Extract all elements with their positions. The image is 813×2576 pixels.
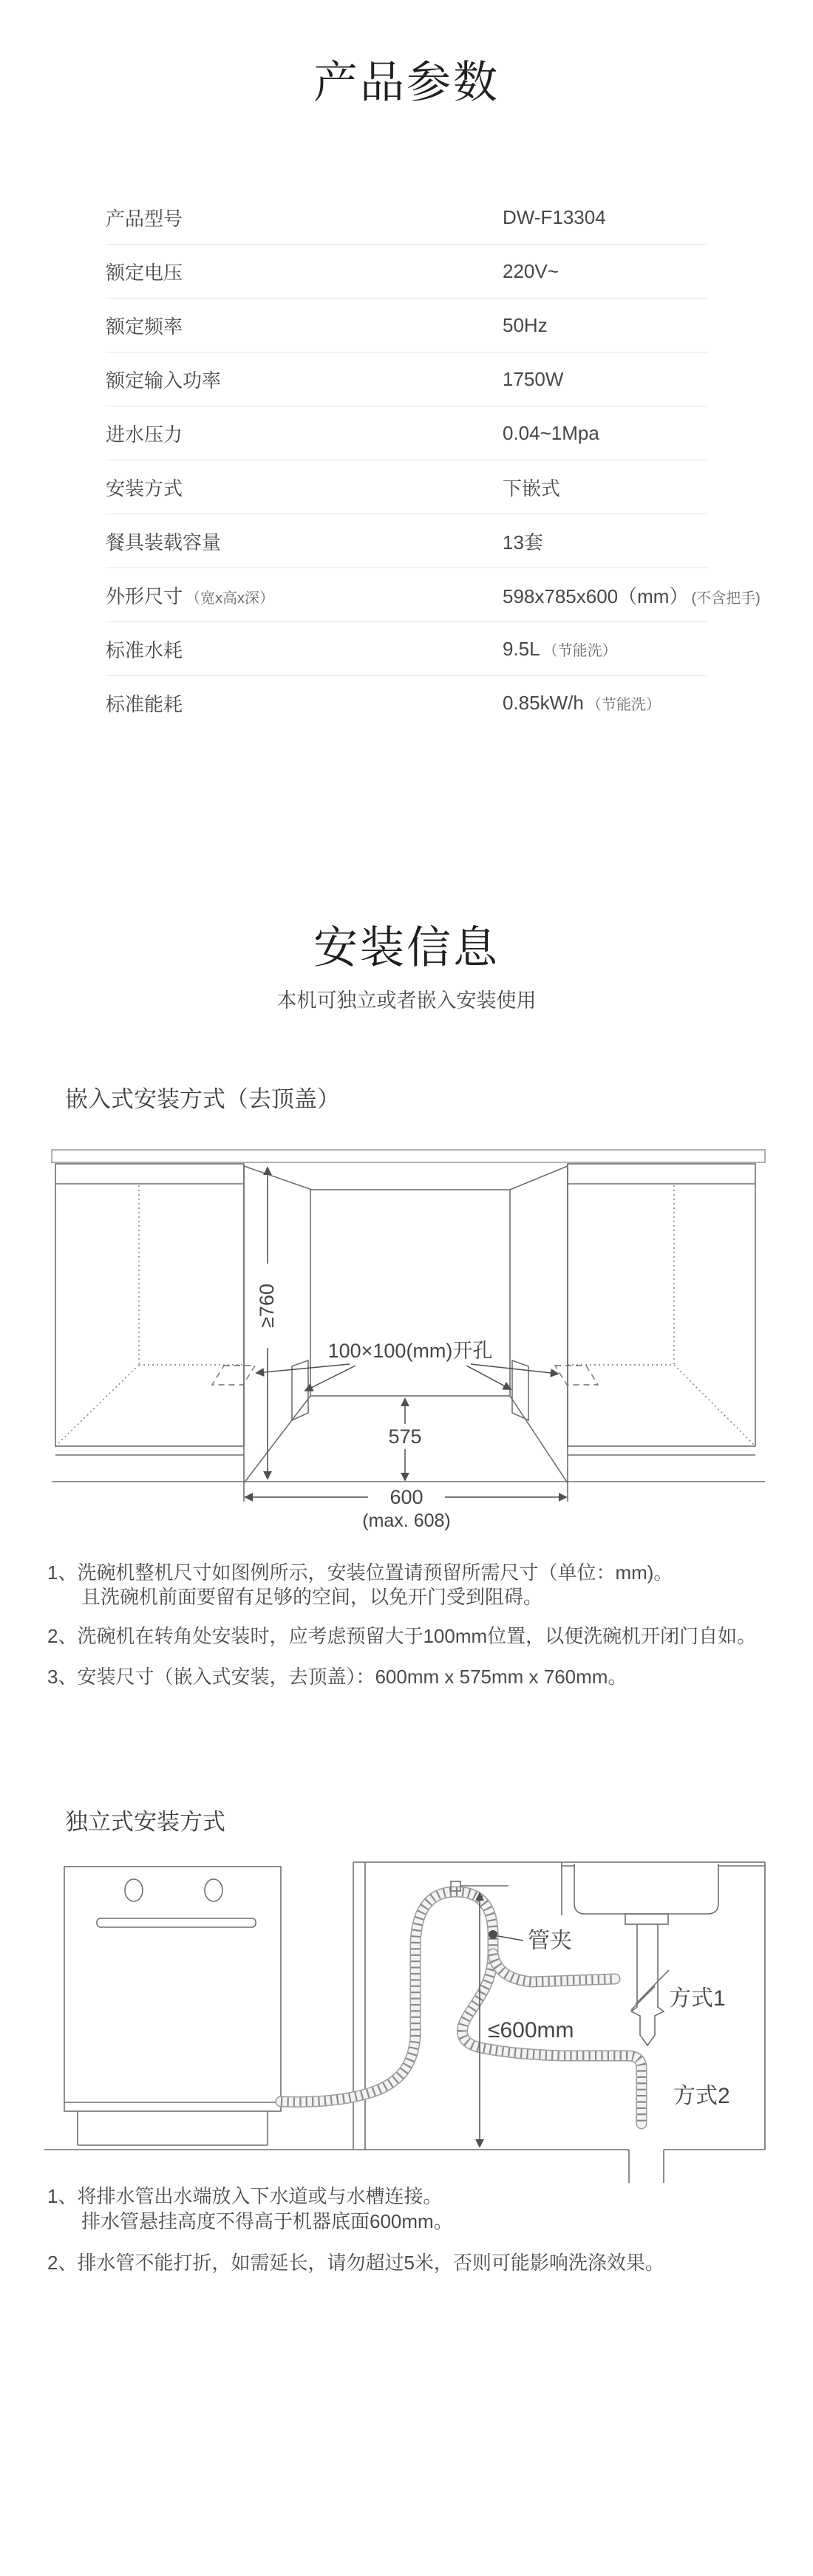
freestanding-install-diagram <box>44 1861 769 2186</box>
builtin-install-diagram <box>33 1147 772 1535</box>
spec-table <box>106 191 761 729</box>
freestanding-note-1-line-1: 1、将排水管出水端放入下水道或与水槽连接。 <box>47 2185 443 2207</box>
cutout-label: 100×100(mm)开孔 <box>327 1340 493 1362</box>
spec-label: 标准水耗 <box>106 638 183 661</box>
width-max-label: (max. 608) <box>362 1510 451 1531</box>
freestanding-heading: 独立式安装方式 <box>65 1809 225 1835</box>
pipe-clamp-label: 管夹 <box>528 1929 572 1953</box>
table-row <box>106 460 707 514</box>
table-row <box>106 406 707 460</box>
sink-basin <box>574 1864 718 1914</box>
freestanding-note-1-line-2: 排水管悬挂高度不得高于机器底面600mm。 <box>81 2210 453 2232</box>
left-cabinet <box>55 1164 244 1446</box>
page-title: 产品参数 <box>313 58 500 107</box>
spec-value: 598x785x600（mm） <box>503 585 689 607</box>
pipe-clamp-dot <box>489 1930 497 1939</box>
dishwasher-body <box>64 1867 281 2111</box>
spec-value: 0.04~1Mpa <box>503 421 599 444</box>
method2-label: 方式2 <box>673 2084 730 2108</box>
hose-end-mark <box>636 1970 669 2004</box>
table-row <box>106 676 707 729</box>
table-row <box>106 514 707 568</box>
spec-value-note: （节能洗） <box>586 696 661 713</box>
spec-label: 产品型号 <box>106 207 183 230</box>
builtin-note-1-line-1: 1、洗碗机整机尺寸如图例所示，安装位置请预留所需尺寸（单位：mm)。 <box>47 1561 673 1584</box>
spec-value: 1750W <box>503 367 564 390</box>
builtin-note-3: 3、安装尺寸（嵌入式安装，去顶盖）：600mm x 575mm x 760mm。 <box>47 1666 627 1688</box>
drain-tailpiece <box>631 2000 664 2045</box>
drain-flange <box>625 1914 668 1924</box>
freestanding-note-2: 2、排水管不能打折，如需延长，请勿超过5米，否则可能影响洗涤效果。 <box>47 2252 664 2274</box>
spec-value: 220V~ <box>503 259 559 282</box>
spec-label: 外形尺寸 <box>106 585 183 607</box>
dishwasher-knob-right <box>205 1879 222 1901</box>
spec-value: 下嵌式 <box>503 477 561 500</box>
builtin-note-2: 2、洗碗机在转角处安装时，应考虑预留大于100mm位置，以便洗碗机开闭门自如。 <box>47 1625 757 1647</box>
spec-value: 0.85kW/h <box>503 691 584 714</box>
countertop <box>52 1150 765 1162</box>
install-subtitle: 本机可独立或者嵌入安装使用 <box>276 989 537 1012</box>
spec-value: 13套 <box>503 531 543 553</box>
table-row <box>106 352 707 406</box>
spec-label: 进水压力 <box>106 423 183 446</box>
spec-value: DW-F13304 <box>503 205 606 228</box>
height-dimension-label: ≥760 <box>256 1284 278 1328</box>
spec-label: 额定输入功率 <box>106 369 222 392</box>
max-height-label: ≤600mm <box>488 2018 574 2042</box>
spec-value-note: (不含把手) <box>691 590 761 607</box>
table-row <box>106 622 707 676</box>
spec-label: 额定频率 <box>106 315 183 338</box>
floor-cutout-right <box>555 1366 598 1385</box>
floor-cutout-left <box>212 1366 255 1385</box>
spec-label-note: （宽x高x深） <box>186 590 275 607</box>
spec-label: 额定电压 <box>106 261 183 284</box>
spec-value: 50Hz <box>503 313 548 336</box>
drain-hose <box>281 1892 642 2124</box>
method1-label: 方式1 <box>669 1986 726 2011</box>
right-cabinet <box>568 1164 755 1446</box>
builtin-heading: 嵌入式安装方式（去顶盖） <box>65 1086 340 1112</box>
spec-value: 9.5L <box>503 637 540 660</box>
section-title-install: 安装信息 <box>313 923 500 972</box>
spec-value-note: （节能洗） <box>542 642 617 659</box>
table-row <box>106 191 707 245</box>
table-row <box>106 299 707 352</box>
spec-label: 安装方式 <box>106 477 183 500</box>
spec-label: 标准能耗 <box>106 692 183 715</box>
table-row <box>106 568 761 622</box>
builtin-note-1-line-2: 且洗碗机前面要留有足够的空间，以免开门受到阻碍。 <box>81 1586 543 1608</box>
dishwasher-knob-left <box>125 1879 143 1901</box>
depth-dimension-label: 575 <box>388 1425 422 1448</box>
table-row <box>106 245 707 299</box>
width-dimension-label: 600 <box>390 1486 423 1508</box>
spec-label: 餐具装载容量 <box>106 531 222 553</box>
dishwasher-handle <box>97 1918 256 1927</box>
